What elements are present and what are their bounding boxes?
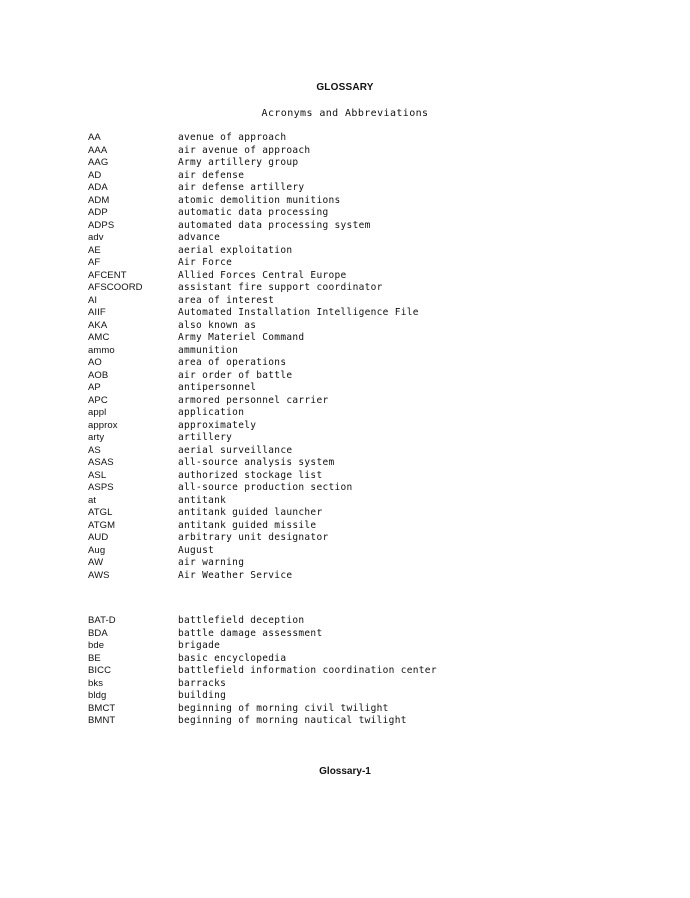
glossary-definition: automatic data processing	[178, 207, 329, 218]
glossary-abbreviation: AUD	[88, 532, 109, 543]
glossary-definition: advance	[178, 232, 221, 243]
glossary-entry	[0, 532, 690, 545]
glossary-abbreviation: BMNT	[88, 715, 116, 726]
glossary-definition: also known as	[178, 319, 257, 331]
glossary-entry	[0, 432, 690, 445]
glossary-abbreviation: AFCENT	[88, 269, 127, 281]
glossary-definition: antitank guided launcher	[178, 507, 323, 518]
glossary-entry	[0, 357, 690, 370]
glossary-abbreviation: AI	[88, 294, 98, 306]
glossary-definition: aerial exploitation	[178, 244, 293, 256]
glossary-abbreviation: bldg	[88, 690, 107, 701]
glossary-abbreviation: ATGL	[88, 507, 113, 518]
glossary-definition: antipersonnel	[178, 382, 257, 393]
glossary-abbreviation: ammo	[88, 344, 115, 356]
glossary-abbreviation: BDA	[88, 627, 108, 639]
glossary-entry	[0, 470, 690, 483]
glossary-abbreviation: AMC	[88, 332, 110, 343]
glossary-abbreviation: adv	[88, 232, 104, 243]
glossary-definition: aerial surveillance	[178, 444, 293, 456]
glossary-abbreviation: ASAS	[88, 457, 114, 468]
glossary-entry	[0, 615, 690, 628]
glossary-abbreviation: Aug	[88, 544, 106, 556]
glossary-entry	[0, 132, 690, 145]
glossary-abbreviation: AP	[88, 382, 101, 393]
glossary-abbreviation: approx	[88, 419, 118, 431]
glossary-entry	[0, 395, 690, 408]
glossary-entry	[0, 545, 690, 558]
glossary-abbreviation: ADM	[88, 194, 110, 206]
glossary-definition: barracks	[178, 677, 227, 689]
glossary-abbreviation: AFSCOORD	[88, 282, 143, 293]
glossary-abbreviation: at	[88, 494, 97, 506]
glossary-definition: August	[178, 544, 215, 556]
glossary-entry	[0, 307, 690, 320]
glossary-abbreviation: APC	[88, 394, 108, 406]
glossary-entry	[0, 690, 690, 703]
glossary-definition: assistant fire support coordinator	[178, 282, 383, 293]
glossary-definition: building	[178, 690, 227, 701]
glossary-definition: battlefield information coordination center	[178, 665, 437, 676]
glossary-entry	[0, 195, 690, 208]
glossary-entry	[0, 445, 690, 458]
glossary-abbreviation: AA	[88, 132, 101, 143]
glossary-entry	[0, 665, 690, 678]
glossary-entry	[0, 507, 690, 520]
glossary-entry	[0, 207, 690, 220]
glossary-abbreviation: AAA	[88, 144, 108, 156]
glossary-definition: air defense	[178, 169, 245, 181]
glossary-entry	[0, 332, 690, 345]
glossary-abbreviation: arty	[88, 432, 105, 443]
glossary-entry	[0, 482, 690, 495]
glossary-definition: avenue of approach	[178, 132, 287, 143]
glossary-abbreviation: ADPS	[88, 219, 115, 231]
glossary-abbreviation: ADP	[88, 207, 108, 218]
glossary-entry	[0, 220, 690, 233]
glossary-entry	[0, 703, 690, 716]
glossary-entry	[0, 628, 690, 641]
glossary-abbreviation: bks	[88, 677, 104, 689]
glossary-abbreviation: AKA	[88, 319, 108, 331]
page-subtitle: Acronyms and Abbreviations	[261, 108, 429, 119]
glossary-entry	[0, 320, 690, 333]
glossary-definition: automated data processing system	[178, 219, 371, 231]
glossary-abbreviation: BE	[88, 652, 101, 664]
glossary-abbreviation: BMCT	[88, 702, 116, 714]
glossary-entry	[0, 282, 690, 295]
glossary-definition: brigade	[178, 640, 221, 651]
glossary-definition: ammunition	[178, 344, 239, 356]
glossary-abbreviation: BAT-D	[88, 615, 116, 626]
glossary-definition: Air Weather Service	[178, 569, 293, 581]
glossary-abbreviation: ASL	[88, 469, 107, 481]
glossary-entry	[0, 715, 690, 728]
glossary-definition: air warning	[178, 557, 245, 568]
glossary-entry	[0, 182, 690, 195]
glossary-definition: basic encyclopedia	[178, 652, 287, 664]
glossary-definition: beginning of morning nautical twilight	[178, 715, 407, 726]
glossary-section-a	[0, 132, 690, 582]
glossary-entry	[0, 245, 690, 258]
glossary-definition: battlefield deception	[178, 615, 305, 626]
glossary-entry	[0, 557, 690, 570]
glossary-definition: all-source production section	[178, 482, 353, 493]
glossary-abbreviation: AF	[88, 257, 101, 268]
glossary-section-b	[0, 615, 690, 728]
page-title: GLOSSARY	[316, 82, 374, 93]
glossary-entry	[0, 370, 690, 383]
glossary-definition: Air Force	[178, 257, 233, 268]
glossary-definition: artillery	[178, 432, 233, 443]
glossary-entry	[0, 232, 690, 245]
glossary-abbreviation: ADA	[88, 182, 108, 193]
glossary-entry	[0, 345, 690, 358]
glossary-abbreviation: BICC	[88, 665, 112, 676]
glossary-entry	[0, 270, 690, 283]
glossary-definition: approximately	[178, 419, 257, 431]
glossary-entry	[0, 382, 690, 395]
glossary-entry	[0, 640, 690, 653]
glossary-definition: authorized stockage list	[178, 469, 323, 481]
glossary-definition: area of interest	[178, 294, 275, 306]
glossary-abbreviation: bde	[88, 640, 105, 651]
glossary-abbreviation: AIIF	[88, 307, 106, 318]
glossary-definition: air defense artillery	[178, 182, 305, 193]
glossary-definition: Army artillery group	[178, 157, 299, 168]
glossary-entry	[0, 170, 690, 183]
glossary-abbreviation: AAG	[88, 157, 109, 168]
glossary-entry	[0, 457, 690, 470]
glossary-definition: atomic demolition munitions	[178, 194, 341, 206]
glossary-definition: Allied Forces Central Europe	[178, 269, 347, 281]
glossary-definition: air avenue of approach	[178, 144, 311, 156]
glossary-entry	[0, 678, 690, 691]
glossary-definition: Automated Installation Intelligence File	[178, 307, 419, 318]
glossary-abbreviation: AOB	[88, 369, 109, 381]
glossary-entry	[0, 520, 690, 533]
glossary-definition: air order of battle	[178, 369, 293, 381]
glossary-abbreviation: ATGM	[88, 519, 116, 531]
glossary-definition: application	[178, 407, 245, 418]
glossary-definition: antitank guided missile	[178, 519, 317, 531]
glossary-definition: arbitrary unit designator	[178, 532, 329, 543]
glossary-entry	[0, 420, 690, 433]
glossary-abbreviation: ASPS	[88, 482, 114, 493]
glossary-entry	[0, 257, 690, 270]
glossary-definition: armored personnel carrier	[178, 394, 329, 406]
glossary-definition: Army Materiel Command	[178, 332, 305, 343]
glossary-entry	[0, 295, 690, 308]
glossary-entry	[0, 157, 690, 170]
glossary-definition: area of operations	[178, 357, 287, 368]
glossary-entry	[0, 570, 690, 583]
glossary-abbreviation: appl	[88, 407, 107, 418]
glossary-abbreviation: AWS	[88, 569, 110, 581]
glossary-abbreviation: AW	[88, 557, 104, 568]
glossary-entry	[0, 407, 690, 420]
glossary-abbreviation: AD	[88, 169, 102, 181]
glossary-definition: antitank	[178, 494, 227, 506]
page-footer: Glossary-1	[319, 766, 371, 777]
glossary-definition: beginning of morning civil twilight	[178, 702, 389, 714]
glossary-entry	[0, 495, 690, 508]
glossary-abbreviation: AO	[88, 357, 102, 368]
glossary-entry	[0, 653, 690, 666]
glossary-entry	[0, 145, 690, 158]
glossary-definition: all-source analysis system	[178, 457, 335, 468]
glossary-abbreviation: AS	[88, 444, 101, 456]
glossary-definition: battle damage assessment	[178, 627, 323, 639]
glossary-abbreviation: AE	[88, 244, 101, 256]
